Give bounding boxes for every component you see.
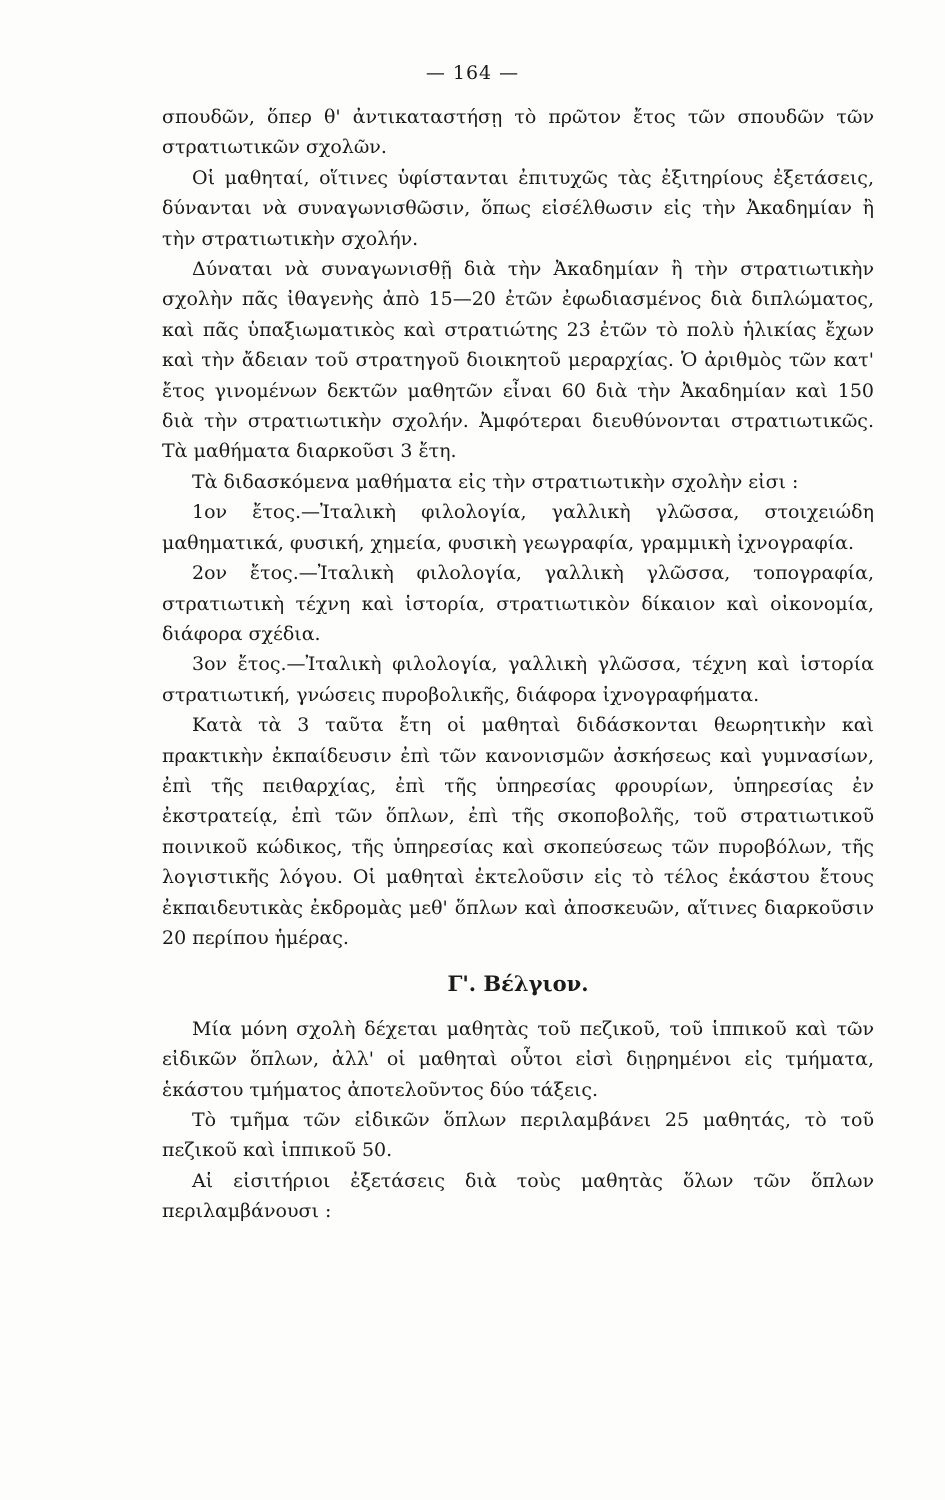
paragraph: Αἱ εἰσιτήριοι ἐξετάσεις διὰ τοὺς μαθητὰς ὅλων τῶν ὅπλων περιλαμβάνουσι : bbox=[162, 1169, 874, 1223]
paragraph: Τὸ τμῆμα τῶν εἰδικῶν ὅπλων περιλαμβάνει 25 μαθητάς, τὸ τοῦ πεζικοῦ καὶ ἱππικοῦ 50. bbox=[162, 1109, 874, 1162]
page-body bbox=[162, 102, 874, 1227]
paragraph: Κατὰ τὰ 3 ταῦτα ἔτη οἱ μαθηταὶ διδάσκονται θεωρητικὴν καὶ πρακτικὴν ἐκπαίδευσιν ἐπὶ τῶν κανονισμῶν ἀσκήσεως καὶ γυμνασίων, ἐπὶ τῆς πειθαρχίας, ἐπὶ τῆς ὑπηρεσίας φρουρίων, ὑπηρεσίας ἐν ἐκστρατείᾳ, ἐπὶ τῶν ὅπλων, ἐπὶ τῆς σκοποβολῆς, τοῦ στρατιωτικοῦ ποινικοῦ κώδικος, τῆς ὑπηρεσίας καὶ σκοπεύσεως τῶν πυροβόλων, τῆς λογιστικῆς λόγου. Οἱ μαθηταὶ ἐκτελοῦσιν εἰς τὸ τέλος ἑκάστου ἔτους ἐκπαιδευτικὰς ἐκδρομὰς μεθ' ὅπλων καὶ ἀποσκευῶν, αἵτινες διαρκοῦσιν 20 περίπου ἡμέρας. bbox=[162, 714, 874, 949]
paragraph: Οἱ μαθηταί, οἵτινες ὑφίστανται ἐπιτυχῶς τὰς ἐξιτηρίους ἐξετάσεις, δύνανται νὰ συναγωνισθῶσιν, ὅπως εἰσέλθωσιν εἰς τὴν Ἀκαδημίαν ἢ τὴν στρατιωτικὴν σχολήν. bbox=[162, 166, 874, 250]
paragraph: 1ον ἔτος.—Ἰταλικὴ φιλολογία, γαλλικὴ γλῶσσα, στοιχειώδη μαθηματικά, φυσική, χημεία, φυσικὴ γεωγραφία, γραμμικὴ ἰχνογραφία. bbox=[162, 501, 874, 554]
paragraph: σπουδῶν, ὅπερ θ' ἀντικαταστήσῃ τὸ πρῶτον ἔτος τῶν σπουδῶν τῶν στρατιωτικῶν σχολῶν. bbox=[162, 106, 874, 159]
paragraph: Μία μόνη σχολὴ δέχεται μαθητὰς τοῦ πεζικοῦ, τοῦ ἱππικοῦ καὶ τῶν εἰδικῶν ὅπλων, ἀλλ' οἱ μαθηταὶ οὗτοι εἰσὶ διῃρημένοι εἰς τμήματα, ἑκάστου τμήματος ἀποτελοῦντος δύο τάξεις. bbox=[162, 1017, 874, 1101]
paragraph: Δύναται νὰ συναγωνισθῇ διὰ τὴν Ἀκαδημίαν ἢ τὴν στρατιωτικὴν σχολὴν πᾶς ἰθαγενὴς ἀπὸ 15—20 ἐτῶν ἐφωδιασμένος διὰ διπλώματος, καὶ πᾶς ὑπαξιωματικὸς καὶ στρατιώτης 23 ἐτῶν τὸ πολὺ ἡλικίας ἔχων καὶ τὴν ἄδειαν τοῦ στρατηγοῦ διοικητοῦ μεραρχίας. Ὁ ἀριθμὸς τῶν κατ' ἔτος γινομένων δεκτῶν μαθητῶν εἶναι 60 διὰ τὴν Ἀκαδημίαν καὶ 150 διὰ τὴν στρατιωτικὴν σχολήν. Ἀμφότεραι διευθύνονται στρατιωτικῶς. Τὰ μαθήματα διαρκοῦσι 3 ἔτη. bbox=[162, 258, 874, 463]
paragraph: Τὰ διδασκόμενα μαθήματα εἰς τὴν στρατιωτικὴν σχολὴν εἰσι : bbox=[192, 470, 799, 493]
paragraph: 3ον ἔτος.—Ἰταλικὴ φιλολογία, γαλλικὴ γλῶσσα, τέχνη καὶ ἱστορία στρατιωτική, γνώσεις πυροβολικῆς, διάφορα ἰχνογραφήματα. bbox=[162, 653, 874, 706]
section-heading: Γ'. Βέλγιον. bbox=[447, 971, 589, 997]
paragraph: 2ον ἔτος.—Ἰταλικὴ φιλολογία, γαλλικὴ γλῶσσα, τοπογραφία, στρατιωτικὴ τέχνη καὶ ἱστορία, στρατιωτικὸν δίκαιον καὶ οἰκονομία, διάφορα σχέδια. bbox=[162, 562, 874, 645]
page-number: — 164 — bbox=[425, 62, 520, 84]
